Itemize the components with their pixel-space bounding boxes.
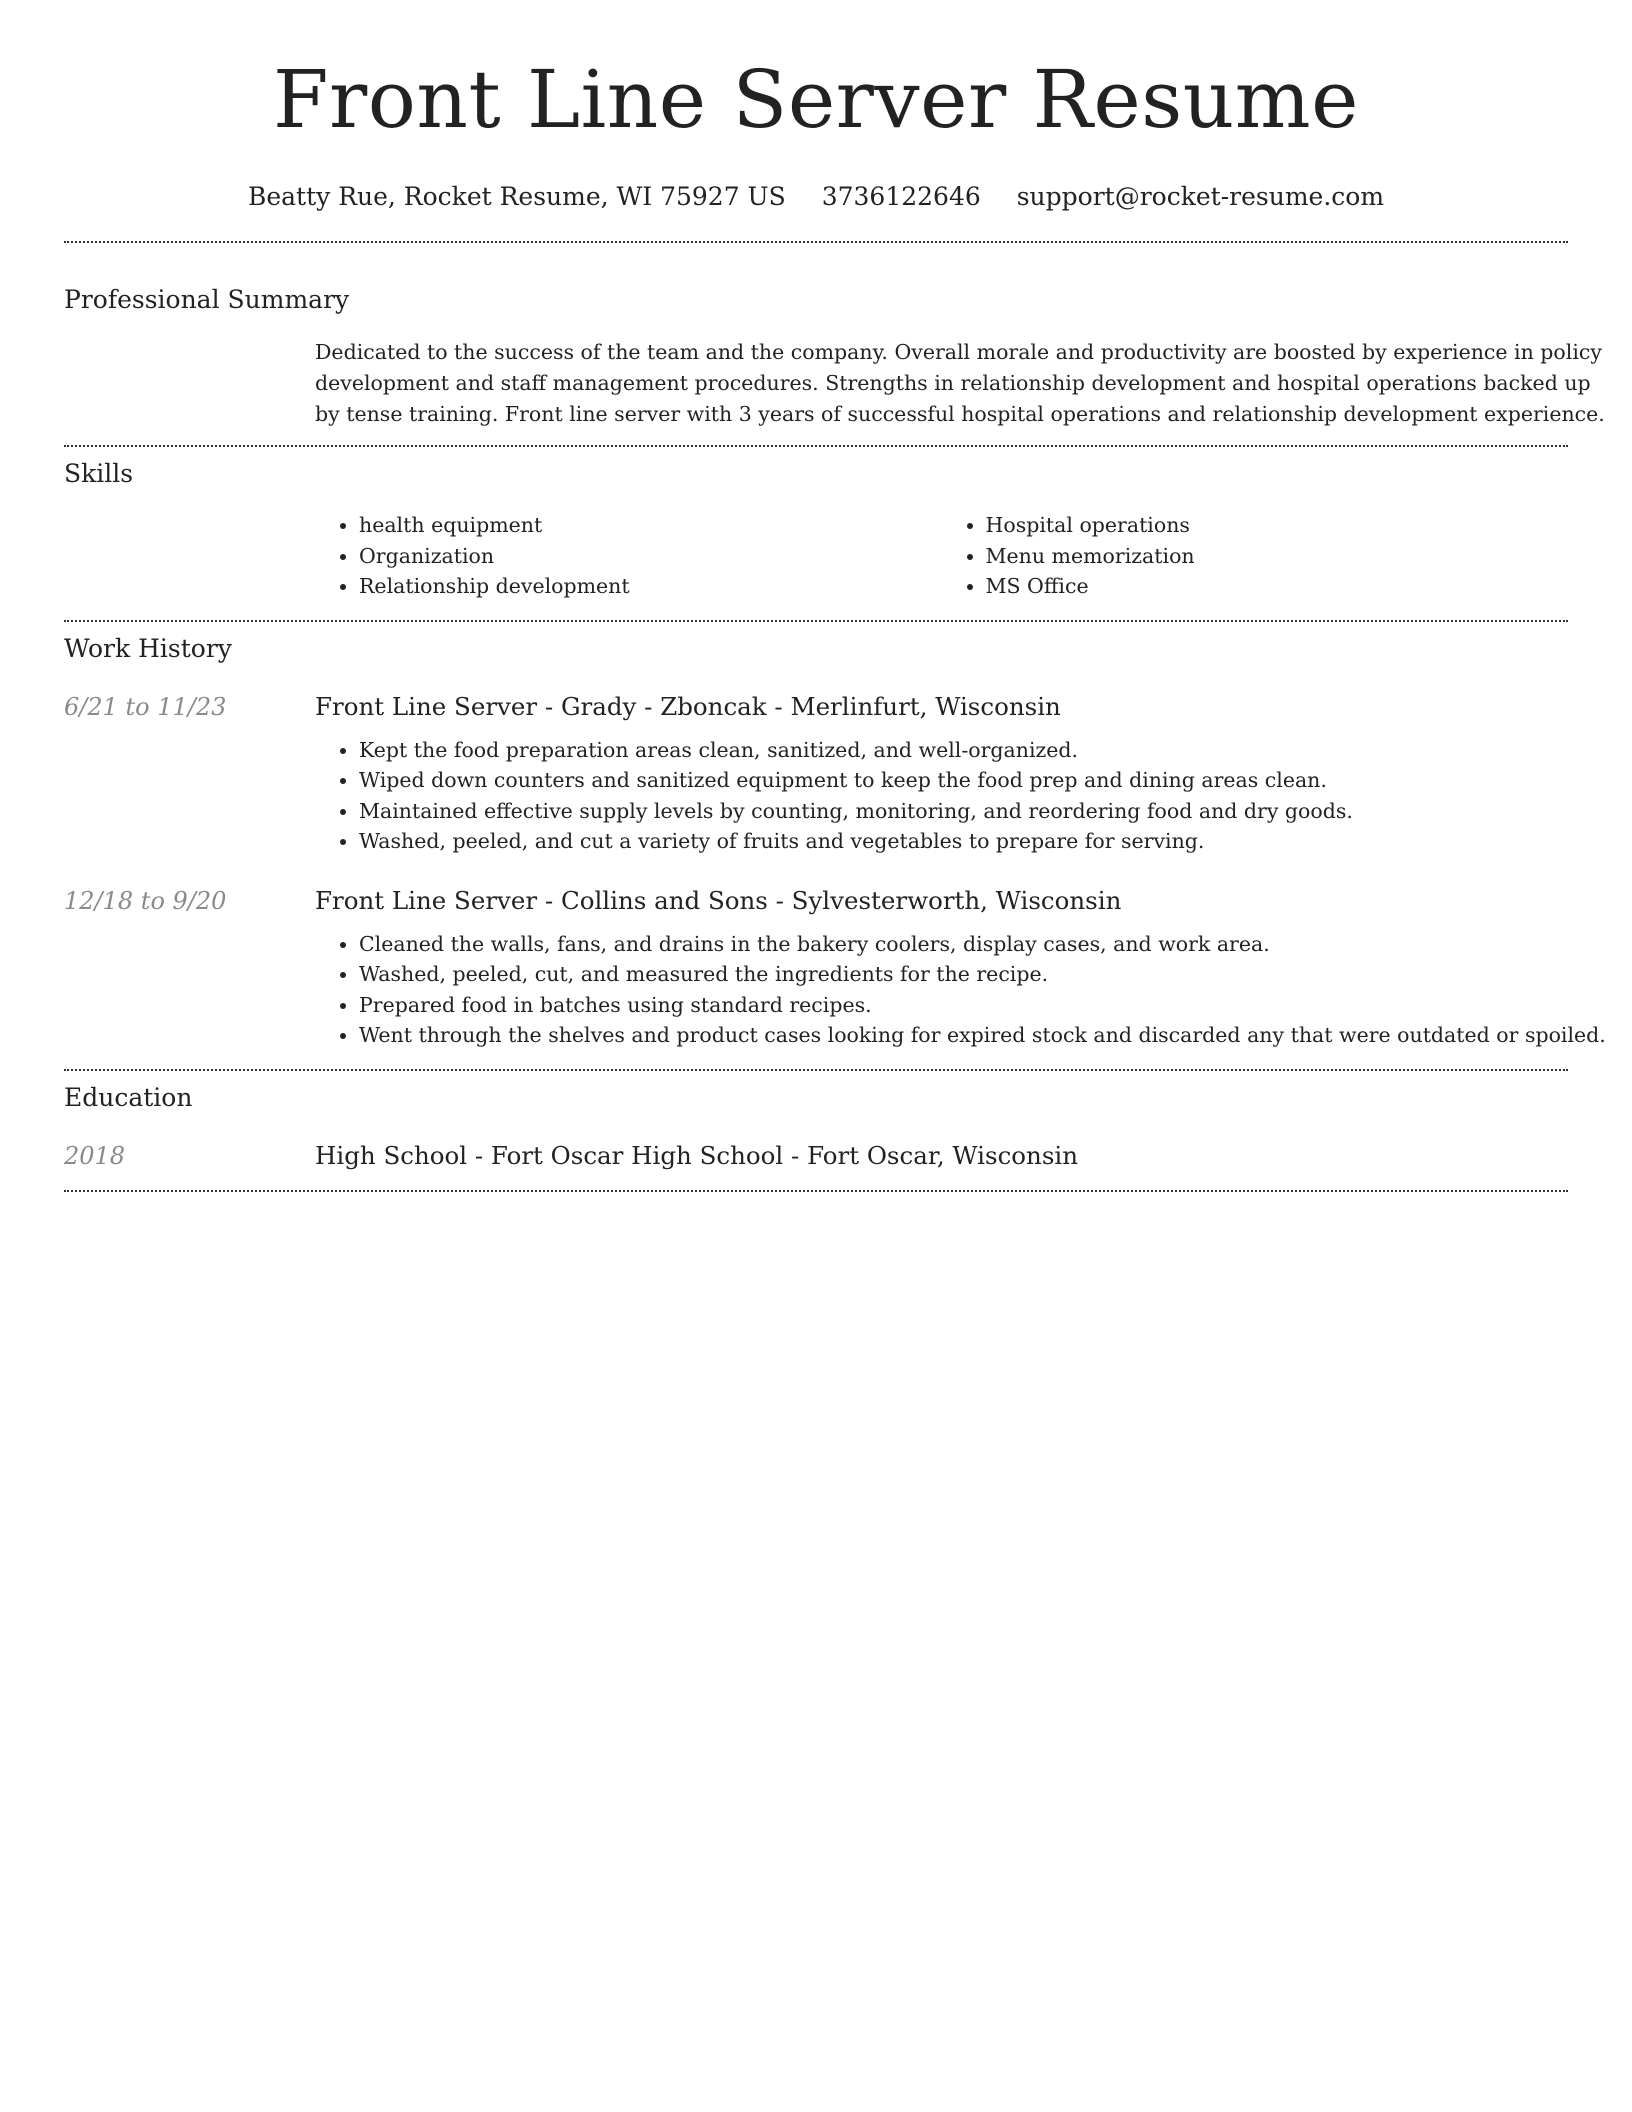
duty-item: • Wiped down counters and sanitized equipment to keep the food prep and dining areas clean.	[359, 765, 1568, 796]
job-title: Front Line Server - Grady - Zboncak - Merlinfurt, Wisconsin	[315, 691, 1061, 721]
job-title: Front Line Server - Collins and Sons - Sylvesterworth, Wisconsin	[315, 885, 1122, 915]
job-dates: 12/18 to 9/20	[64, 886, 227, 915]
skills-list	[315, 510, 1568, 602]
divider	[64, 1069, 1568, 1071]
page-title: Front Line Server Resume	[273, 53, 1359, 146]
contact-phone: 3736122646	[821, 182, 981, 211]
summary-line: Dedicated to the success of the team and the company. Overall morale and productivity are boosted by experience in policy	[315, 340, 1602, 364]
skill-item: • MS Office	[986, 571, 1569, 602]
duty-item: • Kept the food preparation areas clean, sanitized, and well-organized.	[359, 735, 1568, 766]
job-dates: 6/21 to 11/23	[64, 692, 227, 721]
contact-address: Beatty Rue, Rocket Resume, WI 75927 US	[247, 182, 786, 211]
skill-item: • Menu memorization	[986, 541, 1569, 572]
summary-line: by tense training. Front line server with 3 years of successful hospital operations and relationship development experience.	[315, 402, 1605, 426]
divider	[64, 445, 1568, 447]
contact-line	[64, 182, 1568, 211]
divider	[64, 241, 1568, 243]
summary-heading: Professional Summary	[64, 285, 350, 314]
skills-section	[64, 459, 1568, 602]
work-heading: Work History	[64, 633, 232, 663]
divider	[64, 1190, 1568, 1192]
skills-column-right	[942, 510, 1569, 602]
summary-text	[315, 337, 1605, 430]
divider	[64, 620, 1568, 622]
education-title: High School - Fort Oscar High School - Fort Oscar, Wisconsin	[315, 1140, 1079, 1170]
work-section	[64, 633, 1606, 1051]
education-year: 2018	[64, 1141, 126, 1170]
education-heading: Education	[64, 1082, 193, 1112]
summary-section	[64, 285, 1605, 430]
duty-item: • Prepared food in batches using standard recipes.	[359, 990, 1568, 1021]
duty-item: • Washed, peeled, cut, and measured the ingredients for the recipe.	[359, 959, 1568, 990]
duty-item: • Went through the shelves and product cases looking for expired stock and discarded any that were outdated or spoiled.	[359, 1020, 1568, 1051]
education-entry	[64, 1141, 1568, 1170]
job-duties	[315, 929, 1606, 1051]
education-section	[64, 1083, 1568, 1170]
contact-email: support@rocket-resume.com	[1016, 182, 1385, 211]
job-duties	[315, 735, 1568, 857]
job-entry	[64, 886, 1568, 915]
job-entry	[64, 692, 1568, 721]
duty-item: • Cleaned the walls, fans, and drains in the bakery coolers, display cases, and work area.	[359, 929, 1568, 960]
skill-item: • Organization	[359, 541, 942, 572]
skill-item: • Hospital operations	[986, 510, 1569, 541]
skill-item: • Relationship development	[359, 571, 942, 602]
duty-item: • Washed, peeled, and cut a variety of fruits and vegetables to prepare for serving.	[359, 826, 1568, 857]
skills-column-left	[315, 510, 942, 602]
summary-line: development and staff management procedures. Strengths in relationship development and hospital operations backed up	[315, 371, 1591, 395]
skills-heading: Skills	[64, 459, 134, 488]
duty-item: • Maintained effective supply levels by counting, monitoring, and reordering food and dry goods.	[359, 796, 1568, 827]
skill-item: • health equipment	[359, 510, 942, 541]
